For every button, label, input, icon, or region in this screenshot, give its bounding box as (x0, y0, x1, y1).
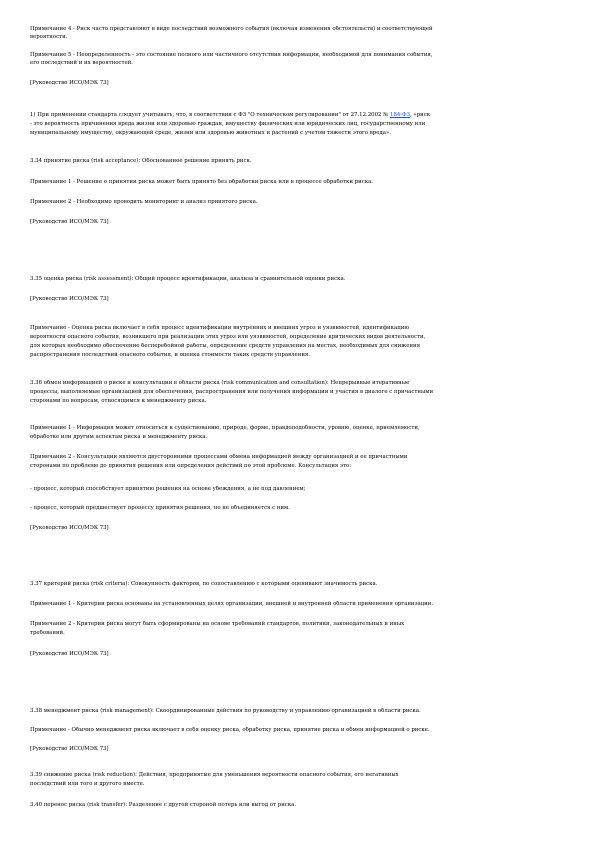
text-line: Примечание 5 - Неопределенность - это состояние полного или частичного отсутствия информации, необходимой для понимания события, (30, 52, 433, 58)
footnote-line (30, 112, 570, 119)
reference-line: [Руководство ИСО/МЭК 73] (30, 80, 109, 86)
text-line: Примечание 2 - Критерии риска могут быть сформированы на основе требований стандартов, политики, законодательных и иных (30, 621, 405, 627)
text-line: требований. (30, 630, 65, 636)
footnote-line: муниципальному имуществу, окружающей среде, жизни или здоровью животных и растений с учетом тяжести этого вреда». (30, 130, 391, 136)
text-line: Примечание 2 - Консультации являются двусторонними процессами обмена информацией между организацией и ее причастными (30, 454, 408, 460)
text-line: Примечание - Оценка риска включает в себя процесс идентификации внутренних и внешних угроз и уязвимостей, идентификацию (30, 325, 409, 331)
term-definition: 3.35 оценка риска (risk assessment): Общий процесс идентификации, анализа и сравнительной оценки риска. (30, 276, 346, 282)
reference-line: [Руководство ИСО/МЭК 73] (30, 651, 109, 657)
text-line: Примечание 1 - Критерии риска основаны на установленных целях организации, внешней и внутренней области применения организации. (30, 601, 434, 607)
text-line: Примечание 1 - Решение о принятии риска может быть принято без обработки риска или в процессе обработки риска. (30, 179, 374, 185)
reference-line: [Руководство ИСО/МЭК 73] (30, 219, 109, 225)
text-line: вероятности. (30, 34, 68, 40)
footnote-line: - это вероятность причинения вреда жизни или здоровью граждан, имуществу физических или юридических лиц, государственному или (30, 121, 426, 127)
list-item: - процесс, который предшествует процессу принятия решения, но не объединяется с ним. (30, 505, 290, 511)
text-line: вероятности опасного события, возникшего при реализации этих угроз или уязвимостей, определение критических видов деятельности, (30, 334, 426, 340)
term-definition: сторонами по вопросам, относящимся к менеджменту риска. (30, 398, 207, 404)
reference-line: [Руководство ИСО/МЭК 73] (30, 296, 109, 302)
text-line: Примечание 2 - Необходимо проводить мониторинг и анализ принятого риска. (30, 199, 258, 205)
list-item: - процесс, который способствует принятию решения на основе убеждения, а не под давлением; (30, 486, 306, 492)
footnote-text: , «риск (409, 112, 431, 118)
term-definition: последствий или того и другого вместе. (30, 781, 145, 787)
text-line: Примечание 1 - Информация может относиться к существованию, природе, форме, правдоподобности, уровню, оценке, приемлемости, (30, 425, 420, 431)
text-line: его последствий и их вероятностей. (30, 60, 133, 66)
text-line: Примечание - Обычно менеджмент риска включает в себя оценку риска, обработку риска, принятие риска и обмен информацией о риске. (30, 727, 430, 733)
text-line: распространения последствий опасного события, и оценка стоимости таких средств управления. (30, 352, 311, 358)
term-definition: 3.39 снижение риска (risk reduction): Действия, предпринятые для уменьшения вероятности опасного события, его негативных (30, 772, 399, 778)
text-line: Примечание 4 - Риск часто представляют в виде последствий возможного события (включая изменения обстоятельств) и соответствующей (30, 26, 433, 32)
text-line: для которых необходимо обеспечение бесперебойной работы, определение средств управления на местах, необходимых для снижения (30, 343, 420, 349)
text-line: сторонами по проблеме до принятия решения или определения действий по этой проблеме. Консультация это: (30, 463, 352, 469)
term-definition: процессы, выполняемые организацией для обеспечения, распространения или получения информации и участия в диалоге с причастными (30, 389, 434, 395)
term-definition: 3.34 принятие риска (risk acceptance): Обоснованное решение принять риск. (30, 158, 252, 164)
reference-line: [Руководство ИСО/МЭК 73] (30, 746, 109, 752)
term-definition: 3.36 обмен информацией о риске и консультации в области риска (risk communication and consultation): Непрерывные итеративные (30, 380, 410, 386)
term-definition: 3.37 критерий риска (risk criteria): Совокупность факторов, по сопоставлению с которыми оценивают значимость риска. (30, 581, 378, 587)
reference-line: [Руководство ИСО/МЭК 73] (30, 525, 109, 531)
term-definition: 3.40 перенос риска (risk transfer): Разделение с другой стороной потерь или выгод от риска. (30, 802, 297, 808)
term-definition: 3.38 менеджмент риска (risk management): Скоординированные действия по руководству и управлению организацией в области риска. (30, 708, 421, 714)
text-line: обработке или другим аспектам риска и менеджменту риска. (30, 434, 208, 440)
law-link[interactable]: 184-ФЗ (390, 112, 410, 118)
footnote-text: 1) При применении стандарта следует учитывать, что, в соответствии с ФЗ "О техническом регулировании" от 27.12.2002 № (30, 112, 389, 118)
